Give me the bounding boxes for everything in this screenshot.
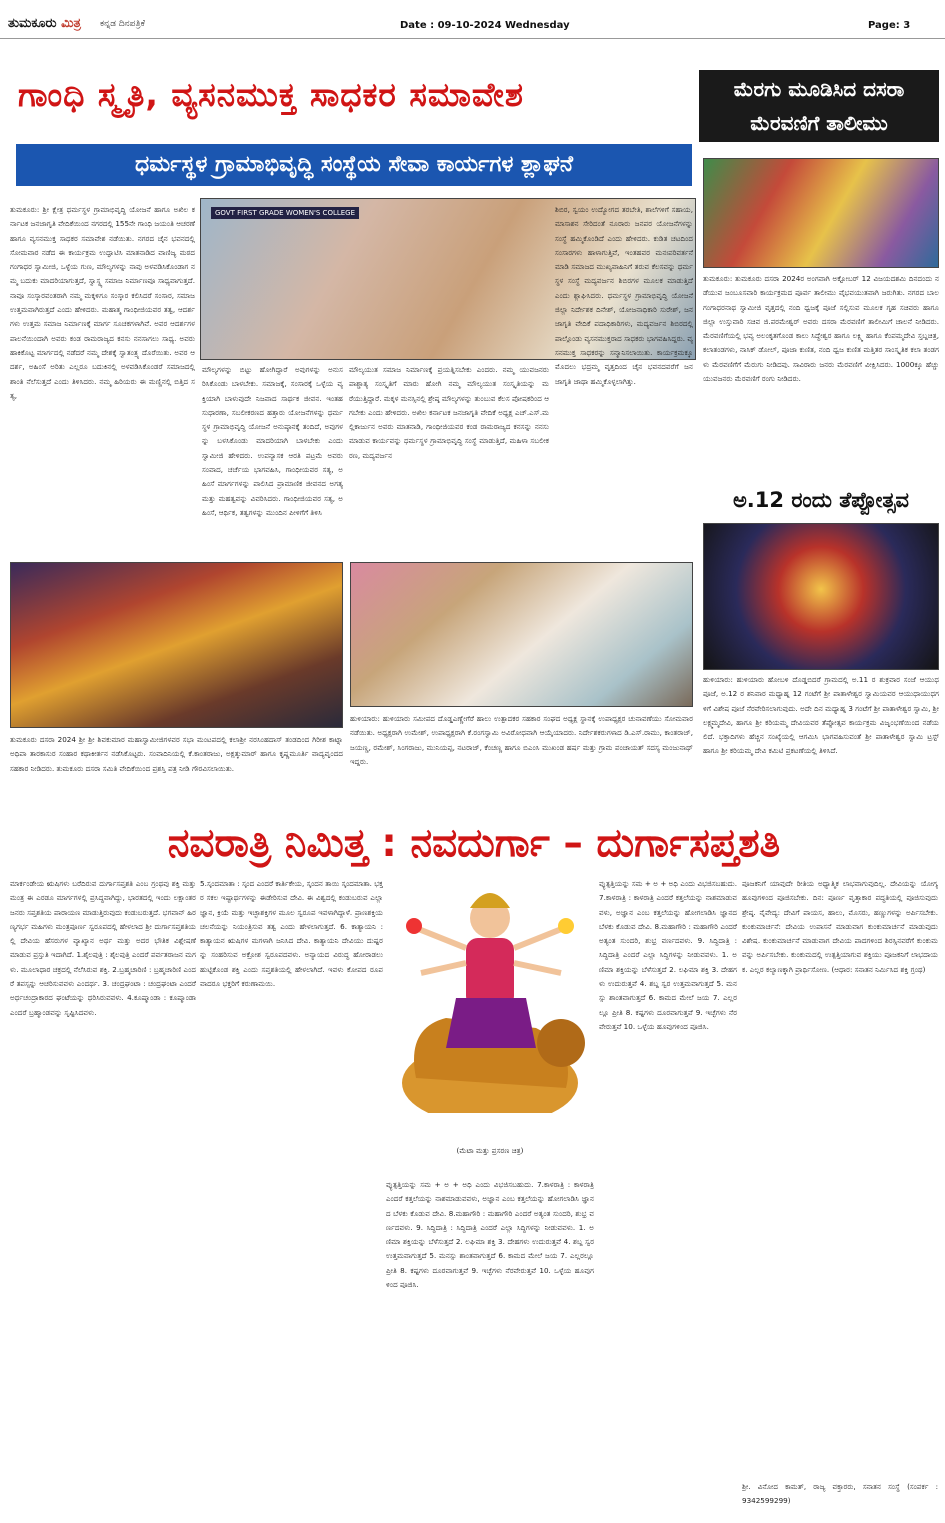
photo-college-sign: GOVT FIRST GRADE WOMEN'S COLLEGE bbox=[211, 207, 359, 219]
article-teppotsava: ಹುಳಿಯಾರು: ಹುಳಿಯಾರು ಹೋಬಳಿ ದೊಡ್ಡಬಿದರೆ ಗ್ರಾಮದಲ್ಲಿ ಅ.11 ರ ಶುಕ್ರವಾರ ಸಂಜೆ ಆಯುಧ ಪೂಜೆ, ಅ.12 ರ ಶನಿವಾರ ಮಧ್ಯಾಹ್ನ 12 ಗಂಟೆಗೆ ಶ್ರೀ ಪಾತಾಳೇಶ್ವರ ಸ್ವಾಮಿಯವರ ಆಯುಧಾಯುಧಗಳಿಗೆ ವಿಶೇಷ ಪೂಜೆ ನೆರವೇರಿಸಲಾಗುವುದು. ಅದೇ ದಿನ ಮಧ್ಯಾಹ್ನ 3 ಗಂಟೆಗೆ ಶ್ರೀ ಪಾತಾಳೇಶ್ವರ ಸ್ವಾಮಿ, ಶ್ರೀ ಲಕ್ಷ್ಮಮ್ಮದೇವಿ, ಹಾಗೂ ಶ್ರೀ ಕರಿಯಮ್ಮ ದೇವಿಯವರ ತೆಪ್ಪೋತ್ಸವ ಕಾರ್ಯಕ್ರಮ ವಿಜೃಂಭಣೆಯಿಂದ ನಡೆಯಲಿದೆ. ಭಕ್ತಾದಿಗಳು ಹೆಚ್ಚಿನ ಸಂಖ್ಯೆಯಲ್ಲಿ ಆಗಮಿಸಿ ಭಾಗವಹಿಸುವಂತೆ ಶ್ರೀ ಪಾತಾಳೇಶ್ವರ ಸ್ವಾಮಿ ಟ್ರಸ್ಟ್ ಹಾಗೂ ಶ್ರೀ ಕರಿಯಮ್ಮ ದೇವಿ ಕಮಿಟಿ ಪ್ರಕಟಣೆಯಲ್ಲಿ ತಿಳಿಸಿದೆ. bbox=[703, 675, 939, 756]
goddess-image-caption: (ಮೆಟಾ ಮತ್ತು ಪ್ರಸರಣ ಚಿತ್ರ) bbox=[456, 1146, 524, 1155]
dasara-rehearsal-photo bbox=[703, 158, 939, 268]
issue-date: Date : 09-10-2024 Wednesday bbox=[400, 20, 570, 31]
kathakeertan-stage-photo bbox=[10, 562, 343, 728]
navadurga-col4: ಪೂಜಕನಿಗೆ ಯಾವುದೇ ರೀತಿಯ ಅಧ್ಯಾತ್ಮಿಕ ಲಾಭವಾಗುವುದಿಲ್ಲ. ದೇವಿಯನ್ನು ಯೋಗ್ಯ ಹೂವುಗಳಿಂದ ಪೂಜಿಸಬೇಕು. ದಿನ: ಪೂರ್ಣ ವೃತ್ತಾಕಾರ ಪದ್ಧತಿಯಲ್ಲಿ ಪೂಜಿಸುವುದು ಶ್ರೇಷ್ಠ. ನೈವೇದ್ಯ: ದೇವಿಗೆ ಪಾಯಸ, ಹಾಲು, ಮೊಸರು, ಹಣ್ಣುಗಳನ್ನು ಅರ್ಪಿಸಬೇಕು. ಕುಂಕುಮಾರ್ಚನೆ: ದೇವಿಯ ಉಪಾಸನೆ ಮಾಡುವಾಗ ಕುಂಕುಮಾರ್ಚನೆ ಮಾಡುವುದು ವಿಶೇಷ. ಕುಂಕುಮಾರ್ಚನೆ ಮಾಡುವಾಗ ದೇವಿಯ ಪಾದಗಳಿಂದ ಶಿರಸ್ಸಿನವರೆಗೆ ಕುಂಕುಮವನ್ನು ಅರ್ಪಿಸಬೇಕು. ಕುಂಕುಮದಲ್ಲಿ ಉತ್ಪತ್ತಿಯಾಗುವ ಶಕ್ತಿಯು ಪೂಜಕನಿಗೆ ಲಾಭದಾಯಕ. ಎಲ್ಲರ ಕಲ್ಯಾಣಕ್ಕಾಗಿ ಪ್ರಾರ್ಥಿಸೋಣ. (ಆಧಾರ: ಸನಾತನ ನಿರ್ಮಿಸಿದ ಶಕ್ತಿ ಗ್ರಂಥ) bbox=[742, 879, 938, 974]
milk-society-group-photo bbox=[350, 562, 693, 707]
goddess-on-lion-illustration bbox=[386, 878, 594, 1142]
masthead-divider bbox=[0, 38, 945, 39]
navaratri-headline: ನವರಾತ್ರಿ ನಿಮಿತ್ತ : ನವದುರ್ಗಾ – ದುರ್ಗಾಸಪ್ತಶತಿ bbox=[167, 821, 781, 866]
article-gandhi-col2: ಮೌಲ್ಯಗಳನ್ನು ಬಿಟ್ಟು ಹೋಗಿದ್ದಾರೆ ಅವುಗಳನ್ನು ಅನುಸರಿಸಿಕೊಂಡು ಬಾಳಬೇಕು. ಸಮಾಜಕ್ಕೆ, ಸಂಸಾರಕ್ಕೆ ಒಳ್ಳೆಯ ವ್ಯಕ್ತಿಯಾಗಿ ಬಾಳುವುದೇ ನಿಜವಾದ ಸಾರ್ಥಕ ಜೀವನ. ಇಂತಹ ಸುಧಾರಣಾ, ಸಬಲೀಕರಣದ ಹತ್ತಾರು ಯೋಜನೆಗಳನ್ನು ಧರ್ಮಸ್ಥಳ ಗ್ರಾಮಾಭಿವೃದ್ಧಿ ಯೋಜನೆ ಅನುಷ್ಠಾನಕ್ಕೆ ತಂದಿದೆ, ಅವುಗಳನ್ನು ಬಳಸಿಕೊಂಡು ಮಾದರಿಯಾಗಿ ಬಾಳಬೇಕು ಎಂದು ಸ್ವಾಮೀಜಿ ಹೇಳಿದರು. ಉಪನ್ಯಾಸಕ ಆರತಿ ಪಟ್ರಮೆ ಅವರು ಸಂವಾದ, ಚರ್ಚೆಯ ಭಾಗವಹಿಸಿ, ಗಾಂಧೀಯವರ ಸತ್ಯ, ಅಹಿಂಸೆ ಮಾರ್ಗಗಳನ್ನು ಪಾಲಿಸಿದ ಪ್ರಾಮಾಣಿಕ ಜೀವನದ ಅಗತ್ಯ ಮತ್ತು ಮಹತ್ವವನ್ನು ವಿವರಿಸಿದರು. ಗಾಂಧೀಜಿಯವರ ಸತ್ಯ, ಅಹಿಂಸೆ, ಆರ್ಥಿಕ, ತತ್ವಗಳನ್ನು ಮುಂದಿನ ಪೀಳಿಗೆಗೆ ತಿಳಿಸಿ bbox=[202, 365, 343, 517]
article-gandhi-col1: ತುಮಕೂರು: ಶ್ರೀ ಕ್ಷೇತ್ರ ಧರ್ಮಸ್ಥಳ ಗ್ರಾಮಾಭಿವೃದ್ಧಿ ಯೋಜನೆ ಹಾಗೂ ಅಖಿಲ ಕರ್ನಾಟಕ ಜನಜಾಗೃತಿ ವೇದಿಕೆಯಿಂದ ನಗರದಲ್ಲಿ 155ನೇ ಗಾಂಧಿ ಜಯಂತಿ ಆಚರಣೆ ಹಾಗೂ ವ್ಯಸನಮುಕ್ತ ಸಾಧಕರ ಸಮಾವೇಶ ನಡೆಯಿತು. ನಗರದ ಚೈನ ಭವನದಲ್ಲಿ ಸೋಮವಾರ ನಡೆದ ಈ ಕಾರ್ಯಕ್ರಮ ಉದ್ಘಾಟಿಸಿ ಮಾತನಾಡಿದ ವಾಣಿಜ್ಯ ಮಠದ ಗಂಗಾಧರ ಸ್ವಾಮೀಜಿ, ಒಳ್ಳೆಯ ಗುಣ, ಮೌಲ್ಯಗಳನ್ನು ನಾವು ಅಳವಡಿಸಿಕೊಂಡಾಗ ನಮ್ಮ ಬದುಕು ಮಾದರಿಯಾಗುತ್ತದೆ, ಸ್ವಾಸ್ಥ್ಯ ಸಮಾಜ ನಿರ್ಮಾಣವೂ ಸಾಧ್ಯವಾಗುತ್ತದೆ. ನಾವೂ ಸಂಸ್ಕಾರವಂತರಾಗಿ ನಮ್ಮ ಮಕ್ಕಳಿಗೂ ಸಂಸ್ಕಾರ ಕಲಿಸಿದರೆ ಸಂಸಾರ, ಸಮಾಜ ಉತ್ತಮವಾಗಿರುತ್ತದೆ ಎಂದು ಹೇಳಿದರು. ಮಹಾತ್ಮ ಗಾಂಧೀಜಿಯವರ ತತ್ವ, ಆದರ್ಶಗಳು ಉತ್ತಮ ಸಮಾಜ ನಿರ್ಮಾಣಕ್ಕೆ ಮಾರ್ಗ ಸೂಚಕಗಳಾಗಿವೆ. ಅವರ ಆದರ್ಶಗಳ ಪಾಲನೆಯಿಂದಾಗಿ ಅವರು ಕಂಡ ರಾಮರಾಜ್ಯದ ಕನಸು ನನಸಾಗಲು ಸಾಧ್ಯ. ಅವರು ಹಾಕಿಕೊಟ್ಟ ಮಾರ್ಗದಲ್ಲಿ ನಡೆದರೆ ನಮ್ಮ ದೇಶಕ್ಕೆ ಸ್ವಾತಂತ್ರ್ಯ ದೊರೆಯಿತು. ಅವರ ಆದರ್ಶ, ಅಹಿಂಸೆ ಅರಿತು ಎಲ್ಲರೂ ಬದುಕಿನಲ್ಲಿ ಅಳವಡಿಸಿಕೊಂಡರೆ ಸಮಾಜದಲ್ಲಿ ಶಾಂತಿ ನೆಲೆಸುತ್ತದೆ ಎಂದು ತಿಳಿಸಿದರು. ನಮ್ಮ ಹಿರಿಯರು ಈ ಮಣ್ಣಿನಲ್ಲಿ ಬಿತ್ತಿದ ಸತ್ಯ, bbox=[10, 205, 195, 400]
navadurga-col3b bbox=[599, 877, 737, 1515]
newspaper-logo bbox=[8, 16, 81, 31]
banner-headline: ಧರ್ಮಸ್ಥಳ ಗ್ರಾಮಾಭಿವೃದ್ಧಿ ಸಂಸ್ಥೆಯ ಸೇವಾ ಕಾರ್ಯಗಳ ಶ್ಲಾಘನೆ bbox=[16, 144, 692, 186]
navadurga-col1: ಮಾರ್ಕಂಡೇಯ ಋಷಿಗಳು ಬರೆದಿರುವ ದುರ್ಗಾಸಪ್ತಶತಿ ಎಂಬ ಗ್ರಂಥವು ಶಕ್ತಿ ಮತ್ತು ಮಂತ್ರ ಈ ಎರಡೂ ಮಾರ್ಗಗಳಲ್ಲಿ ಪ್ರಸಿದ್ಧವಾಗಿದ್ದು, ಭಾರತದಲ್ಲಿ ಇಂದು ಲಕ್ಷಾಂತರ ಜನರು ಸಪ್ತಶತಿಯ ಪಾರಾಯಣ ಮಾಡುತ್ತಿರುವುದು ಕಂಡುಬರುತ್ತದೆ. ಭಗವಾನ್ ಹಿರಣ್ಯಗರ್ಭ ಮಹಿಗಳು ಮಂತ್ರಪೂರ್ಣ ಸ್ವರೂಪದಲ್ಲಿ ಹೇಳಲಾದ ಶ್ರೀ ದುರ್ಗಾಸಪ್ತಶತಿಯಲ್ಲಿ ದೇವಿಯ ಹೆಸರುಗಳ ವ್ಯಾಖ್ಯಾನ ಅರ್ಥ ಮತ್ತು ಅದರ ಭೌತಿಕ ವಿಶ್ಲೇಷಣೆ ಮಾಡುವ ಪ್ರಸ್ತುತಿ ಇದಾಗಿದೆ. 1.ಶೈಲಪುತ್ರಿ : ಶೈಲಪುತ್ರಿ ಎಂದರೆ ಪರ್ವತರಾಜನ ಮಗಳು. ಮೂಲಾಧಾರ ಚಕ್ರದಲ್ಲಿ ನೆಲೆಸಿರುವ ಶಕ್ತಿ. 2.ಬ್ರಹ್ಮಚಾರಿಣಿ : ಬ್ರಹ್ಮಚಾರಿಣಿ ಎಂದರೆ ತಪಸ್ಸನ್ನು ಆಚರಿಸುವವಳು ಎಂದರ್ಥ. 3. ಚಂದ್ರಘಂಟಾ : ಚಂದ್ರಘಂಟಾ ಎಂದರೆ ಅರ್ಧಚಂದ್ರಾಕಾರದ ಘಂಟೆಯನ್ನು ಧರಿಸಿರುವವಳು. 4.ಕೂಷ್ಮಾಂಡಾ : ಕೂಷ್ಮಾಂಡಾ ಎಂದರೆ ಬ್ರಹ್ಮಾಂಡವನ್ನು ಸೃಷ್ಟಿಸಿದವಳು. bbox=[10, 879, 196, 1017]
masthead bbox=[0, 0, 945, 74]
logo-text-part2: ಮಿತ್ರ bbox=[61, 16, 81, 31]
kathakeertan-caption: ತುಮಕೂರು ದಸರಾ 2024 ಶ್ರೀ ಶ್ರೀ ಶಿವಕುಮಾರ ಮಹಾಸ್ವಾಮೀಜಿಗಳವರ ಸಭಾ ಮಂಟಪದಲ್ಲಿ ಕಲಾಶ್ರೀ ನರಸಿಂಹದಾಸ್ ತಂಡದಿಂದ ಗಿರೀಶ ಕಾಟ್ನಾ ಅಧಿಪಾ ತಾರಕಾಸುರ ಸಂಹಾರ ಕಥಾಕೀರ್ತನ ನಡೆಸಿಕೊಟ್ಟರು. ಸಂವಾದಿನಿಯಲ್ಲಿ ಕೆ.ಕಾಂತರಾಜು, ಅಕ್ಷತ್ಕುಮಾರ್ ಹಾಗೂ ಕೃಷ್ಣಮೂರ್ತಿ ವಾದ್ಯವೃಂದದ ಸಹಕಾರ ನೀಡಿದರು. ತುಮಕೂರು ದಸರಾ ಸಮಿತಿ ವೇದಿಕೆಯಿಂದ ಪ್ರಶಸ್ತಿ ಪತ್ರ ನೀಡಿ ಗೌರವಿಸಲಾಯಿತು. bbox=[10, 735, 343, 773]
right-headline-line1: ಮೆರಗು ಮೂಡಿಸಿದ ದಸರಾ bbox=[733, 77, 905, 101]
author-signoff: ಶ್ರೀ. ವಿನೋದ ಕಾಮತ್, ರಾಜ್ಯ ವಕ್ತಾರರು, ಸನಾತನ ಸಂಸ್ಥೆ (ಸಂಪರ್ಕ : 9342599299) bbox=[742, 1482, 938, 1506]
article-gandhi-col4: ಶಿಬಿರ, ಸ್ವಯಂ ಉದ್ಯೋಗದ ತರಬೇತಿ, ಶಾಲೆಗಳಿಗೆ ಸಹಾಯ, ಮಾಸಾಶನ ಸೇರಿದಂತೆ ನೂರಾರು ಜನಪರ ಯೋಜನೆಗಳನ್ನು ಸಂಸ್ಥೆ ಹಮ್ಮಿಕೊಂಡಿದೆ ಎಂದು ಹೇಳಿದರು. ಕುಡಿತ ಚಟದಿಂದ ಸಂಸಾರಗಳು ಹಾಳಾಗುತ್ತಿವೆ, ಇಂತಹವರ ಮನಃಪರಿವರ್ತನೆ ಮಾಡಿ ಸಮಾಜದ ಮುಖ್ಯವಾಹಿನಿಗೆ ತರುವ ಕೆಲಸವನ್ನು ಧರ್ಮಸ್ಥಳ ಸಂಸ್ಥೆ ಮದ್ಯವರ್ಜನ ಶಿಬಿರಗಳ ಮೂಲಕ ಮಾಡುತ್ತಿದೆ ಎಂದು ಶ್ಲಾಘಿಸಿದರು. ಧರ್ಮಸ್ಥಳ ಗ್ರಾಮಾಭಿವೃದ್ಧಿ ಯೋಜನೆ ಜಿಲ್ಲಾ ನಿರ್ದೇಶಕ ದಿನೇಶ್, ಯೋಜನಾಧಿಕಾರಿ ಸುರೇಶ್, ಜನಜಾಗೃತಿ ವೇದಿಕೆ ಪದಾಧಿಕಾರಿಗಳು, ಮದ್ಯವರ್ಜನ ಶಿಬಿರದಲ್ಲಿ ಪಾಲ್ಗೊಂಡು ವ್ಯಸನಮುಕ್ತರಾದ ಸಾಧಕರು ಭಾಗವಹಿಸಿದ್ದರು. ವ್ಯಸನಮುಕ್ತ ಸಾಧಕರನ್ನು ಸನ್ಮಾನಿಸಲಾಯಿತು. ಕಾರ್ಯಕ್ರಮಕ್ಕೂ ಮೊದಲು ಭದ್ರಮ್ಮ ವೃತ್ತದಿಂದ ಚೈನ ಭವನದವರೆಗೆ ಜನಜಾಗೃತಿ ಜಾಥಾ ಹಮ್ಮಿಕೊಳ್ಳಲಾಗಿತ್ತು. bbox=[555, 205, 693, 386]
right-headline-box bbox=[699, 70, 939, 142]
navadurga-col2: 5.ಸ್ಕಂದಮಾತಾ : ಸ್ಕಂದ ಎಂದರೆ ಕಾರ್ತಿಕೇಯ, ಸ್ಕಂದನ ತಾಯಿ ಸ್ಕಂದಮಾತಾ. ಭಕ್ತರ ಸಕಲ ಇಷ್ಟಾರ್ಥಗಳನ್ನು ಈಡೇರಿಸುವ ದೇವಿ. ಈ ವಿಶ್ವದಲ್ಲಿ ಕಂಡುಬರುವ ಎಲ್ಲಾ ಜ್ಞಾನ, ಕ್ರಿಯೆ ಮತ್ತು ಇಚ್ಛಾಶಕ್ತಿಗಳ ಮೂಲ ಸ್ವರೂಪ ಇವಳಾಗಿದ್ದಾಳೆ. ಪ್ರಾಣಶಕ್ತಿಯ ಚಲನೆಯನ್ನು ನಿಯಂತ್ರಿಸುವ ತತ್ವ ಎಂದು ಹೇಳಲಾಗುತ್ತದೆ. 6. ಕಾತ್ಯಾಯನಿ : ಕಾತ್ಯಾಯನ ಋಷಿಗಳ ಮಗಳಾಗಿ ಜನಿಸಿದ ದೇವಿ. ಕಾತ್ಯಾಯನಿ ದೇವಿಯು ದುಷ್ಟರನ್ನು ಸಂಹರಿಸುವ ಅಕ್ರೋಶ ಸ್ವರೂಪದವಳು. ಅನ್ಯಾಯದ ವಿರುದ್ಧ ಹೋರಾಡಲು ಹುಟ್ಟಿಕೊಂಡ ಶಕ್ತಿ ಎಂದು ಸಪ್ತಶತಿಯಲ್ಲಿ ಹೇಳಲಾಗಿದೆ. ಇವಳು ಕೋಪದ ರೂಪವಾದರೂ ಭಕ್ತರಿಗೆ ಕರುಣಾಮಯಿ. bbox=[200, 879, 383, 989]
right-headline-line2: ಮೆರವಣಿಗೆ ತಾಲೀಮು bbox=[750, 111, 888, 135]
navadurga-col3b-text: ವ್ಯುತ್ಪತ್ತಿಯನ್ನು ಸಮ + ಅ + ಅಧಿ ಎಂದು ವಿಭಜಿಸಬಹುದು. 7.ಕಾಳರಾತ್ರಿ : ಕಾಳರಾತ್ರಿ ಎಂದರೆ ಕತ್ತಲೆಯನ್ನು ನಾಶಮಾಡುವವಳು, ಅಜ್ಞಾನ ಎಂಬ ಕತ್ತಲೆಯನ್ನು ಹೋಗಲಾಡಿಸಿ ಜ್ಞಾನದ ಬೆಳಕು ಕೊಡುವ ದೇವಿ. 8.ಮಹಾಗೌರಿ : ಮಹಾಗೌರಿ ಎಂದರೆ ಅತ್ಯಂತ ಸುಂದರಿ, ಶುಭ್ರ ವರ್ಣದವಳು. 9. ಸಿದ್ಧಿದಾತ್ರಿ : ಸಿದ್ಧಿದಾತ್ರಿ ಎಂದರೆ ಎಲ್ಲಾ ಸಿದ್ಧಿಗಳನ್ನು ನೀಡುವವಳು. 1. ಅಣಿಮಾ ಶಕ್ತಿಯನ್ನು ಬೆಳೆಸುತ್ತದೆ 2. ಲಘಿಮಾ ಶಕ್ತಿ 3. ದೇಹಗಳು ಉದುರುತ್ತವೆ 4. ಶಬ್ದ ಸ್ವರ ಉತ್ತಮವಾಗುತ್ತದೆ 5. ಮನಸ್ಸು ಶಾಂತವಾಗುತ್ತದೆ 6. ಕಾಮದ ಮೇಲೆ ಜಯ 7. ಎಲ್ಲರಲ್ಲೂ ಪ್ರೀತಿ 8. ಕಷ್ಟಗಳು ದೂರವಾಗುತ್ತವೆ 9. ಇಚ್ಛೆಗಳು ನೆರವೇರುತ್ತವೆ 10. ಒಳ್ಳೆಯ ಹೂವುಗಳಿಂದ ಪೂಜಿಸಿ. bbox=[599, 879, 737, 1031]
logo-text-part1: ತುಮಕೂರು bbox=[8, 16, 57, 31]
article-dasara: ತುಮಕೂರು: ತುಮಕೂರು ದಸರಾ 2024ರ ಅಂಗವಾಗಿ ಅಕ್ಟೋಬರ್ 12 ವಿಜಯದಶಮಿ ದಿನದಂದು ನಡೆಯುವ ಜಂಬೂಸವಾರಿ ಕಾರ್ಯಕ್ರಮದ ಪೂರ್ವ ತಾಲೀಮು ವೈಭವಯುತವಾಗಿ ಜರುಗಿತು. ನಗರದ ಬಾಲಗಂಗಾಧರನಾಥ ಸ್ವಾಮೀಜಿ ವೃತ್ತದಲ್ಲಿ ನಂದಿ ಧ್ವಜಕ್ಕೆ ಪೂಜೆ ಸಲ್ಲಿಸುವ ಮೂಲಕ ಗೃಹ ಸಚಿವರು ಹಾಗೂ ಜಿಲ್ಲಾ ಉಸ್ತುವಾರಿ ಸಚಿವ ಜಿ.ಪರಮೇಶ್ವರ್ ಅವರು ದಸರಾ ಮೆರವಣಿಗೆ ತಾಲೀಮಿಗೆ ಚಾಲನೆ ನೀಡಿದರು. ಮೆರವಣಿಗೆಯಲ್ಲಿ ಭವ್ಯ ಅಲಂಕೃತಗೊಂಡ ಕಾಲು ಸಿದ್ಧೇಶ್ವರ ಹಾಗೂ ಲಕ್ಷ್ಮಿ ಹಾಗೂ ಕೆಂಪಮ್ಮದೇವಿ ಸ್ತಬ್ದಚಿತ್ರ, ಕಲಾತಂಡಗಳು, ನಾಸಿಕ್ ಡೋಲ್, ಪೂಜಾ ಕುಣಿತ, ನಂದಿ ಧ್ವಜ ಕುಣಿತ ಮತ್ತಿತರ ಸಾಂಸ್ಕೃತಿಕ ಕಲಾ ತಂಡಗಳು ಮೆರವಣಿಗೆಗೆ ಮೆರುಗು ನೀಡಿದವು. ಸಾವಿರಾರು ಜನರು ಮೆರವಣಿಗೆ ವೀಕ್ಷಿಸಿದರು. 1000ಕ್ಕೂ ಹೆಚ್ಚು ಯುವಜನರು ಮೆರವಣಿಗೆ ರಂಗು ನೀಡಿದರು. bbox=[703, 274, 939, 384]
teppotsava-headline: ಅ.12 ರಂದು ತೆಪ್ಪೋತ್ಸವ bbox=[732, 488, 910, 512]
page-number: Page: 3 bbox=[868, 20, 911, 31]
goddess-svg bbox=[386, 878, 594, 1142]
navadurga-col3: ವ್ಯುತ್ಪತ್ತಿಯನ್ನು ಸಮ + ಅ + ಅಧಿ ಎಂದು ವಿಭಜಿಸಬಹುದು. 7.ಕಾಳರಾತ್ರಿ : ಕಾಳರಾತ್ರಿ ಎಂದರೆ ಕತ್ತಲೆಯನ್ನು ನಾಶಮಾಡುವವಳು, ಅಜ್ಞಾನ ಎಂಬ ಕತ್ತಲೆಯನ್ನು ಹೋಗಲಾಡಿಸಿ ಜ್ಞಾನದ ಬೆಳಕು ಕೊಡುವ ದೇವಿ. 8.ಮಹಾಗೌರಿ : ಮಹಾಗೌರಿ ಎಂದರೆ ಅತ್ಯಂತ ಸುಂದರಿ, ಶುಭ್ರ ವರ್ಣದವಳು. 9. ಸಿದ್ಧಿದಾತ್ರಿ : ಸಿದ್ಧಿದಾತ್ರಿ ಎಂದರೆ ಎಲ್ಲಾ ಸಿದ್ಧಿಗಳನ್ನು ನೀಡುವವಳು. 1. ಅಣಿಮಾ ಶಕ್ತಿಯನ್ನು ಬೆಳೆಸುತ್ತದೆ 2. ಲಘಿಮಾ ಶಕ್ತಿ 3. ದೇಹಗಳು ಉದುರುತ್ತವೆ 4. ಶಬ್ದ ಸ್ವರ ಉತ್ತಮವಾಗುತ್ತದೆ 5. ಮನಸ್ಸು ಶಾಂತವಾಗುತ್ತದೆ 6. ಕಾಮದ ಮೇಲೆ ಜಯ 7. ಎಲ್ಲರಲ್ಲೂ ಪ್ರೀತಿ 8. ಕಷ್ಟಗಳು ದೂರವಾಗುತ್ತವೆ 9. ಇಚ್ಛೆಗಳು ನೆರವೇರುತ್ತವೆ 10. ಒಳ್ಳೆಯ ಹೂವುಗಳಿಂದ ಪೂಜಿಸಿ. bbox=[386, 1180, 594, 1290]
article-gandhi-col3: ಮೌಲ್ಯಯುತ ಸಮಾಜ ನಿರ್ಮಾಣಕ್ಕೆ ಪ್ರಯತ್ನಿಸಬೇಕು ಎಂದರು. ನಮ್ಮ ಯುವಜನರು ಪಾಶ್ಚಾತ್ಯ ಸಂಸ್ಕೃತಿಗೆ ಮಾರು ಹೋಗಿ ನಮ್ಮ ಮೌಲ್ಯಯುತ ಸಂಸ್ಕೃತಿಯನ್ನು ಮರೆಯುತ್ತಿದ್ದಾರೆ. ಮಕ್ಕಳ ಮನಸ್ಸಿನಲ್ಲಿ ಶ್ರೇಷ್ಠ ಮೌಲ್ಯಗಳನ್ನು ತುಂಬುವ ಕೆಲಸ ಪೋಷಕರಿಂದ ಆಗಬೇಕು ಎಂದು ಹೇಳಿದರು. ಅಖಿಲ ಕರ್ನಾಟಕ ಜನಜಾಗೃತಿ ವೇದಿಕೆ ಅಧ್ಯಕ್ಷ ಎಚ್.ಎಸ್.ಮಲ್ಲಿಕಾರ್ಜುನ ಅವರು ಮಾತನಾಡಿ, ಗಾಂಧೀಜಿಯವರ ಕಂಡ ರಾಮರಾಜ್ಯದ ಕನಸನ್ನು ನನಸು ಮಾಡುವ ಕಾರ್ಯವನ್ನು ಧರ್ಮಸ್ಥಳ ಗ್ರಾಮಾಭಿವೃದ್ಧಿ ಸಂಸ್ಥೆ ಮಾಡುತ್ತಿದೆ, ಮಹಿಳಾ ಸಬಲೀಕರಣ, ಮದ್ಯವರ್ಜನ bbox=[349, 365, 549, 460]
deity-photo bbox=[703, 523, 939, 670]
newspaper-subtitle: ಕನ್ನಡ ದಿನಪತ್ರಿಕೆ bbox=[100, 19, 146, 29]
main-headline: ಗಾಂಧಿ ಸ್ಮೃತಿ, ವ್ಯಸನಮುಕ್ತ ಸಾಧಕರ ಸಮಾವೇಶ bbox=[18, 75, 524, 114]
milk-society-caption: ಹುಳಿಯಾರು: ಹುಳಿಯಾರು ಸಮೀಪದ ದೊಡ್ಡಎಣ್ಣೇಗೆರೆ ಹಾಲು ಉತ್ಪಾದಕರ ಸಹಕಾರ ಸಂಘದ ಅಧ್ಯಕ್ಷ ಸ್ಥಾನಕ್ಕೆ ಉಪಾಧ್ಯಕ್ಷರ ಚುನಾವಣೆಯು ಸೋಮವಾರ ನಡೆಯಿತು. ಅಧ್ಯಕ್ಷರಾಗಿ ಉಮೇಶ್, ಉಪಾಧ್ಯಕ್ಷರಾಗಿ ಕೆ.ರಂಗಸ್ವಾಮಿ ಅವಿರೋಧವಾಗಿ ಆಯ್ಕೆಯಾದರು. ನಿರ್ದೇಶಕರುಗಳಾದ ಡಿ.ಎಸ್.ರಾಮು, ಕಾಂತರಾಜ್, ಜಯಣ್ಣ, ರಮೇಶ್, ಸಿಂಗರಾಜು, ಮುನಿಯಪ್ಪ, ನಟರಾಜ್, ಕೆಂಚಣ್ಣ ಹಾಗೂ ಬಿಎಂಸಿ ಮುಖಂಡ ಹರ್ಷ ಮತ್ತು ಗ್ರಾಮ ಪಂಚಾಯತ್ ಸದಸ್ಯ ಮಂಜುನಾಥ್ ಇದ್ದರು. bbox=[350, 714, 693, 766]
